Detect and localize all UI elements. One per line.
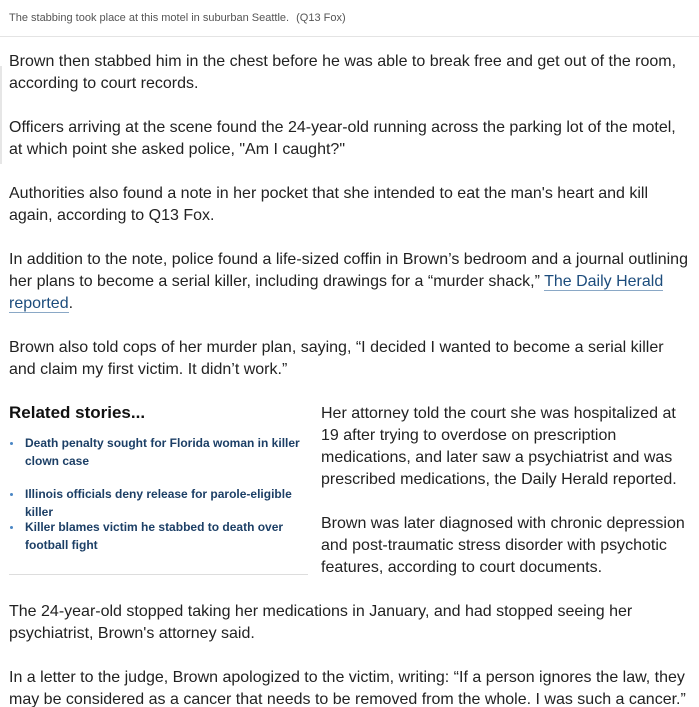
bullet-icon	[10, 526, 13, 529]
article-paragraph: The 24-year-old stopped taking her medications in January, and had stopped seeing her psychiatrist, Brown's attorney said.	[9, 603, 633, 642]
paragraph-text: .	[68, 295, 74, 312]
photo-caption	[9, 11, 346, 25]
article-paragraph: Authorities also found a note in her pocket that she intended to eat the man's heart and kill again, according to Q13 Fox.	[9, 185, 649, 224]
article-paragraph: Brown was later diagnosed with chronic depression and post-traumatic stress disorder with psychotic features, according to court documents.	[321, 515, 685, 576]
article-paragraph: Brown also told cops of her murder plan, saying, “I decided I wanted to become a serial killer and claim my first victim. It didn’t work.”	[9, 339, 664, 378]
related-stories-heading: Related stories...	[9, 403, 146, 422]
article-paragraph	[9, 249, 693, 315]
related-story-item	[9, 518, 308, 554]
article-paragraph: Officers arriving at the scene found the 24-year-old running across the parking lot of the motel, at which point she asked police, "Am I caught?"	[9, 119, 676, 158]
caption-text: The stabbing took place at this motel in suburban Seattle.	[9, 12, 290, 24]
bullet-icon	[10, 442, 13, 445]
related-story-link[interactable]: Death penalty sought for Florida woman in killer clown case	[25, 436, 300, 468]
bullet-icon	[10, 493, 13, 496]
caption-divider	[0, 36, 699, 37]
article-paragraph: Brown then stabbed him in the chest before he was able to break free and get out of the room, according to court records.	[9, 53, 677, 92]
paragraph-text: In addition to the note, police found a life-sized coffin in Brown’s bedroom and a journal outlining her plans to become a serial killer, including drawings for a “murder shack,”	[9, 251, 688, 290]
article-paragraph: Her attorney told the court she was hospitalized at 19 after trying to overdose on prescription medications, and later saw a psychiatrist and was prescribed medications, the Daily Herald reported.	[321, 405, 677, 488]
article-paragraph: In a letter to the judge, Brown apologized to the victim, writing: “If a person ignores the law, they may be considered as a cancer that needs to be removed from the whole. I was such a cancer.”	[9, 669, 686, 707]
daily-herald-link[interactable]: The Daily Herald reported	[9, 273, 664, 312]
related-stories	[9, 400, 308, 552]
page-left-edge	[0, 66, 2, 164]
related-story-link[interactable]: Illinois officials deny release for parole-eligible killer	[25, 487, 292, 519]
related-stories-divider	[9, 574, 308, 575]
related-story-item	[9, 434, 308, 470]
related-story-item	[9, 485, 308, 521]
caption-credit: (Q13 Fox)	[296, 12, 346, 24]
related-story-link[interactable]: Killer blames victim he stabbed to death over football fight	[25, 520, 284, 552]
